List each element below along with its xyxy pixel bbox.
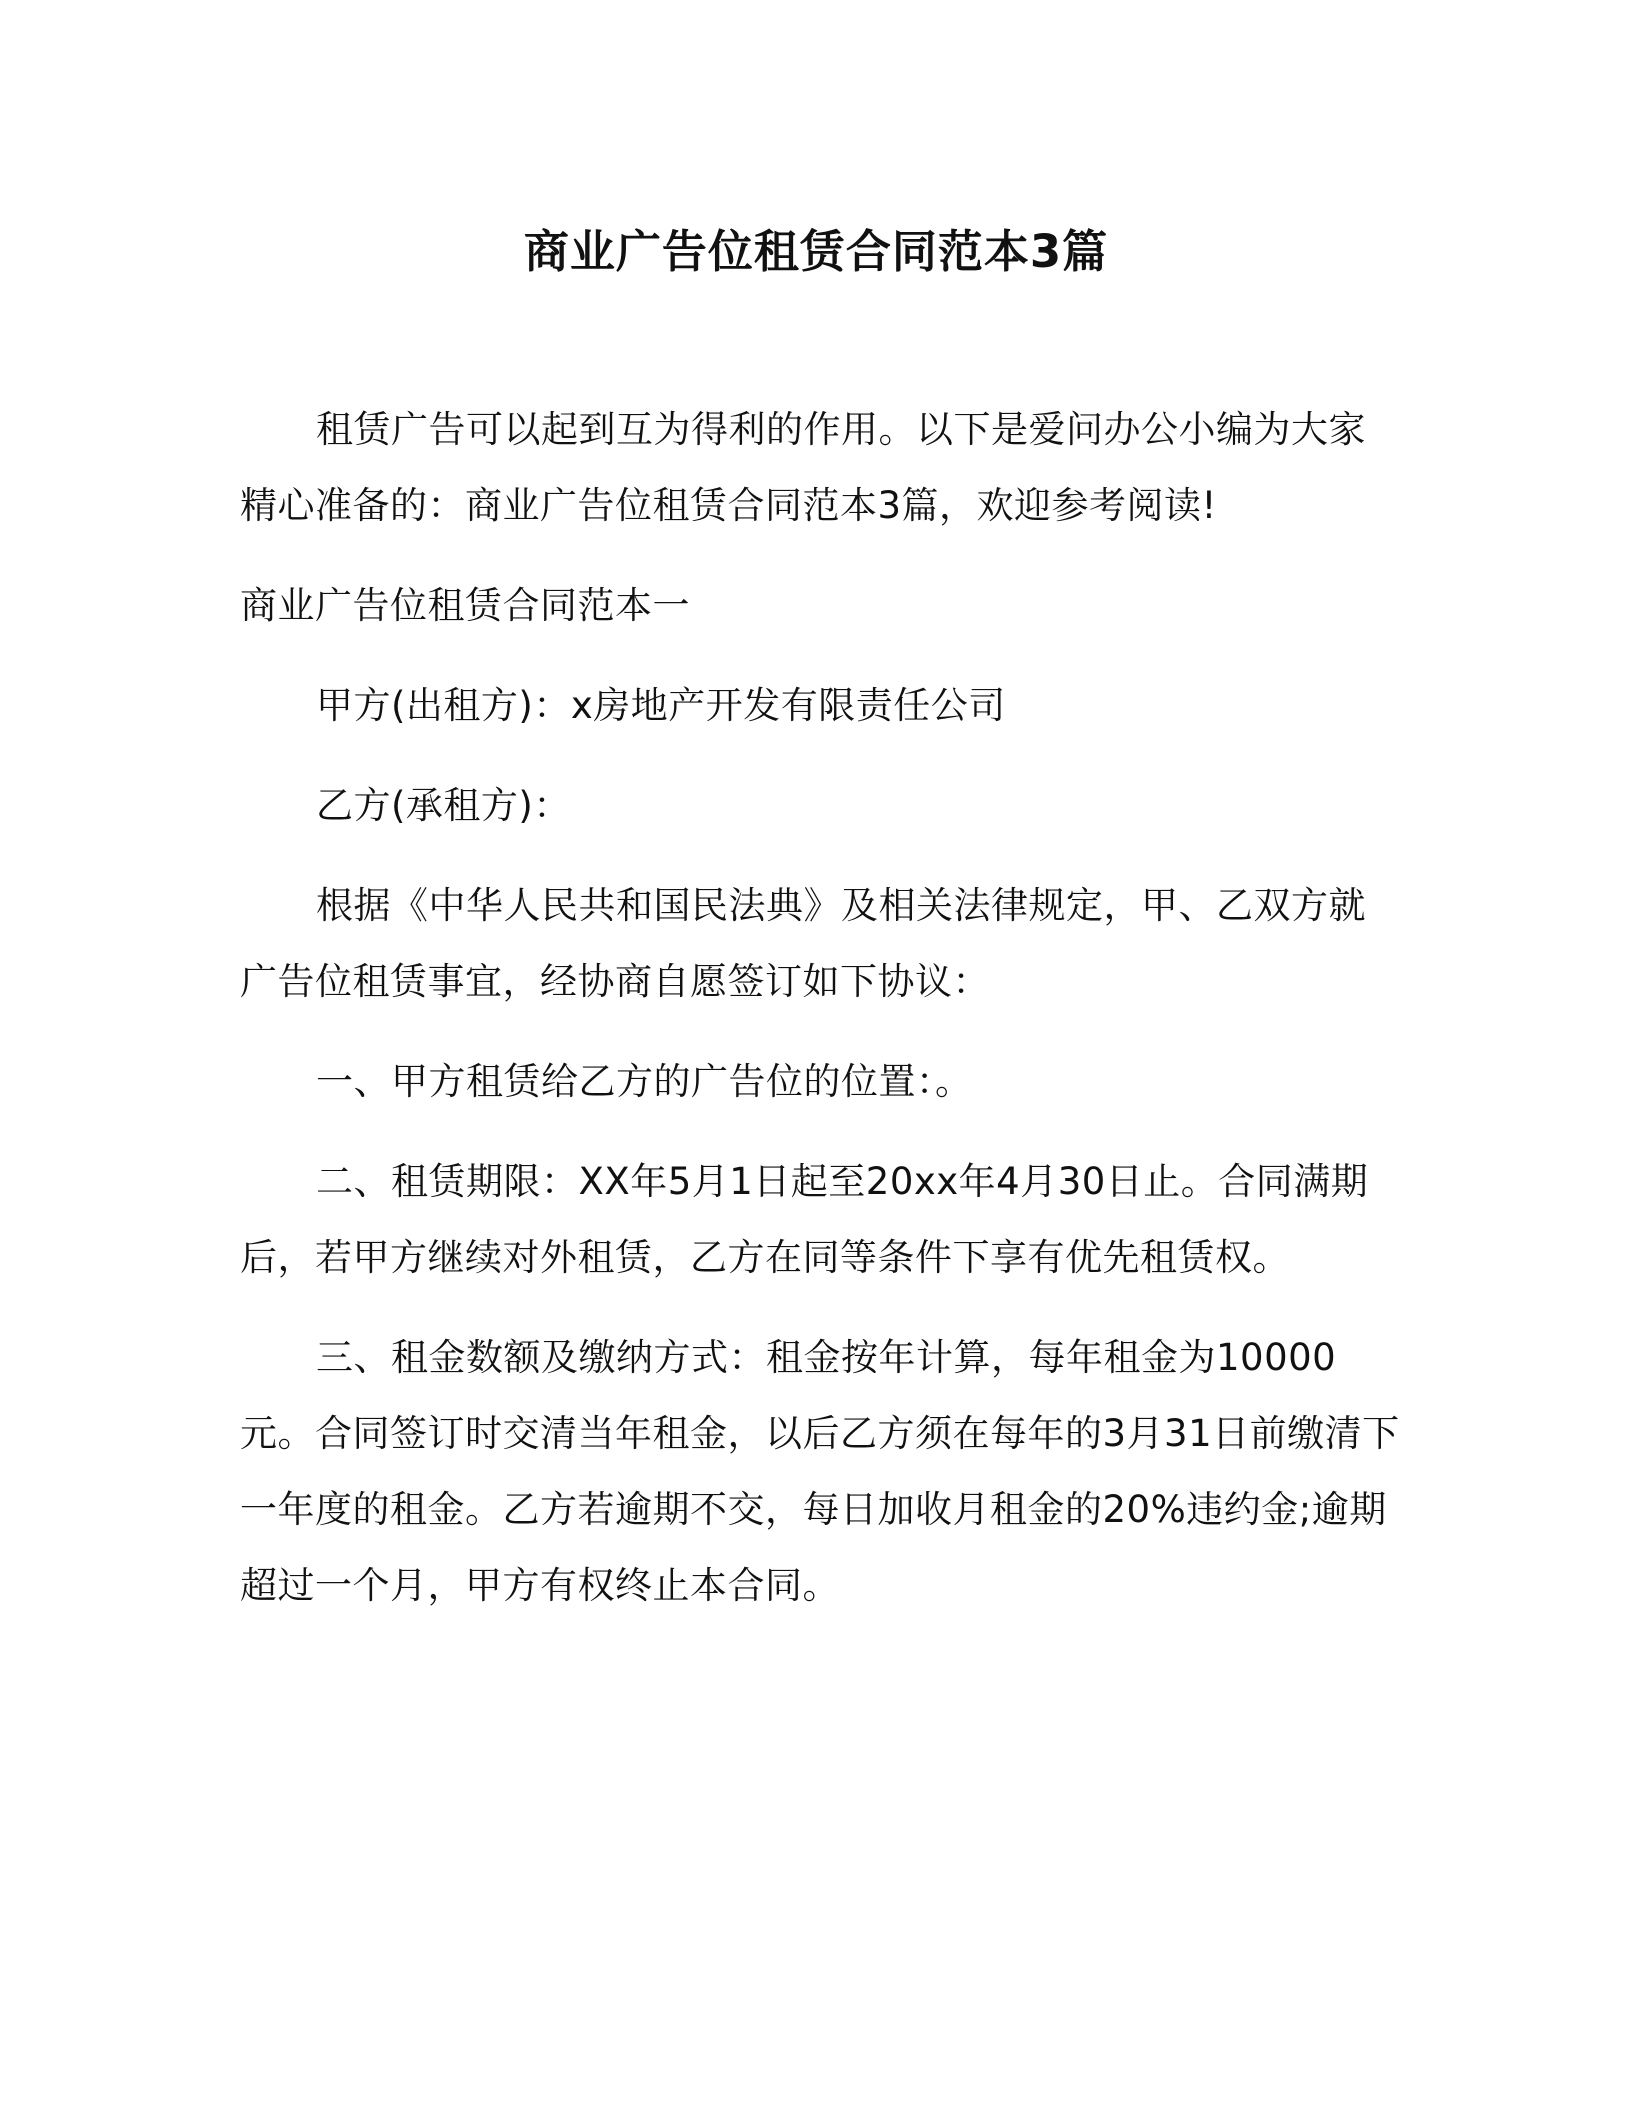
intro-paragraph: 租赁广告可以起到互为得利的作用。以下是爱问办公小编为大家精心准备的：商业广告位租赁合同范本3篇，欢迎参考阅读! [240, 408, 1366, 527]
party-a-line: 甲方(出租方)：x房地产开发有限责任公司 [316, 684, 1006, 727]
clause-3: 三、租金数额及缴纳方式：租金按年计算，每年租金为10000元。合同签订时交清当年租金，以后乙方须在每年的3月31日前缴清下一年度的租金。乙方若逾期不交，每日加收月租金的20%违约金;逾期超过一个月，甲方有权终止本合同。 [240, 1336, 1400, 1607]
basis-paragraph: 根据《中华人民共和国民法典》及相关法律规定，甲、乙双方就广告位租赁事宜，经协商自愿签订如下协议： [240, 884, 1366, 1003]
clause-1: 一、甲方租赁给乙方的广告位的位置：。 [316, 1060, 973, 1103]
document-title: 商业广告位租赁合同范本3篇 [523, 225, 1109, 278]
clause-2: 二、租赁期限：XX年5月1日起至20xx年4月30日止。合同满期后，若甲方继续对外租赁，乙方在同等条件下享有优先租赁权。 [240, 1160, 1369, 1279]
party-b-line: 乙方(承租方)： [316, 784, 571, 827]
section-heading: 商业广告位租赁合同范本一 [240, 584, 690, 627]
document-body [240, 392, 1400, 1648]
